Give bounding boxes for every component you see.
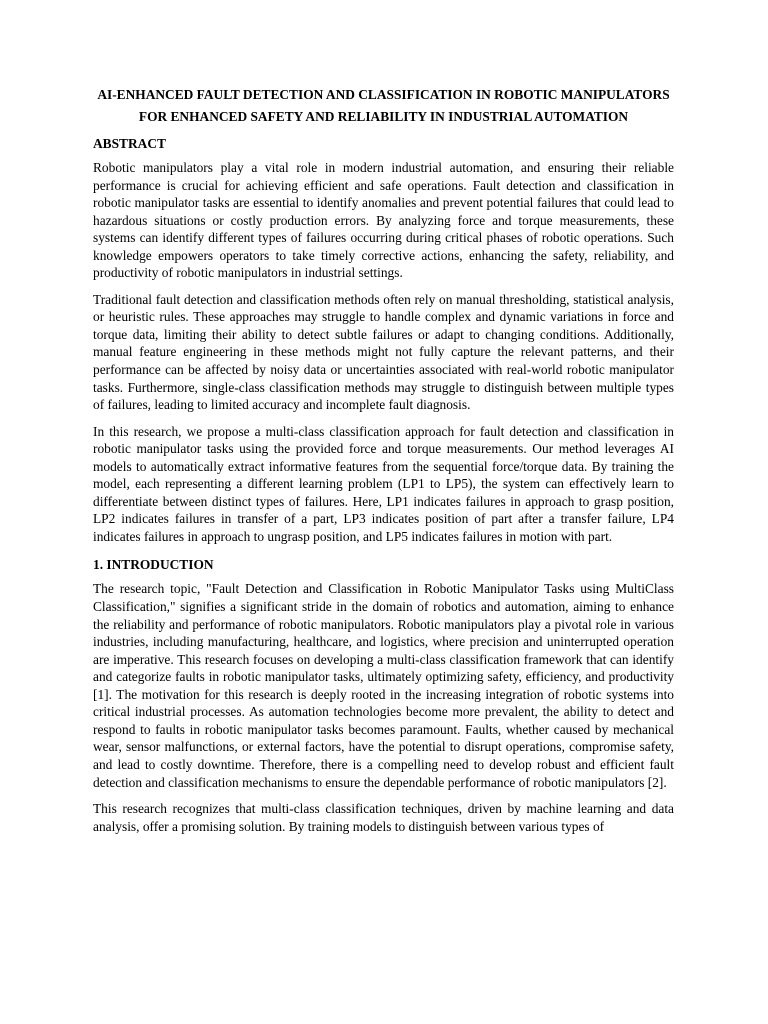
introduction-heading: 1. INTRODUCTION [93, 557, 214, 573]
abstract-heading: ABSTRACT [93, 136, 166, 151]
introduction-paragraph-1: The research topic, "Fault Detection and Classification in Robotic Manipulator Tasks using MultiClass Classification," signifies a significant stride in the domain of robotics and automation, aiming to enhance the reliability and performance of robotic manipulators. Robotic manipulators play a pivotal role in various industries, including manufacturing, healthcare, and logistics, where precision and uninterrupted operation are imperative. This research focuses on developing a multi-class classification framework that can identify and categorize faults in robotic manipulator tasks, ultimately optimizing safety, efficiency, and productivity [1]. The motivation for this research is deeply rooted in the increasing integration of robotic systems into critical industrial processes. As automation technologies become more prevalent, the ability to detect and respond to faults in robotic manipulator tasks becomes paramount. Faults, whether caused by mechanical wear, sensor malfunctions, or external factors, have the potential to disrupt operations, compromise safety, and lead to costly downtime. Therefore, there is a compelling need to develop robust and efficient fault detection and classification mechanisms to ensure the dependable performance of robotic manipulators [2]. [93, 581, 674, 790]
introduction-paragraph-2: This research recognizes that multi-class classification techniques, driven by machine learning and data analysis, offer a promising solution. By training models to distinguish between various types of [93, 801, 674, 834]
abstract-paragraph-1: Robotic manipulators play a vital role in modern industrial automation, and ensuring their reliable performance is crucial for achieving efficient and safe operations. Fault detection and classification in robotic manipulator tasks are essential to identify anomalies and prevent potential failures that could lead to hazardous situations or costly production errors. By analyzing force and torque measurements, these systems can identify different types of failures occurring during critical phases of robotic operations. Such knowledge empowers operators to take timely corrective actions, enhancing the safety, reliability, and productivity of robotic manipulators in industrial settings. [93, 160, 674, 281]
abstract-paragraph-2: Traditional fault detection and classification methods often rely on manual thresholding, statistical analysis, or heuristic rules. These approaches may struggle to handle complex and dynamic variations in force and torque data, limiting their ability to detect subtle failures or adapt to changing conditions. Additionally, manual feature engineering in these methods might not fully capture the relevant patterns, and their performance can be affected by noisy data or uncertainties associated with real-world robotic manipulator tasks. Furthermore, single-class classification methods may struggle to distinguish between multiple types of failures, leading to limited accuracy and incomplete fault diagnosis. [93, 291, 674, 413]
paper-title: AI-ENHANCED FAULT DETECTION AND CLASSIFICATION IN ROBOTIC MANIPULATORS FOR ENHANCED SAFETY AND RELIABILITY IN INDUSTRIAL AUTOMATION [97, 87, 670, 124]
paper-page [93, 84, 674, 835]
abstract-paragraph-3: In this research, we propose a multi-class classification approach for fault detection and classification in robotic manipulator tasks using the provided force and torque measurements. Our method leverages AI models to automatically extract informative features from the sequential force/torque data. By training the model, each representing a different learning problem (LP1 to LP5), the system can effectively learn to differentiate between distinct types of failures. Here, LP1 indicates failures in approach to grasp position, LP2 indicates failures in transfer of a part, LP3 indicates position of part after a transfer failure, LP4 indicates failures in approach to ungrasp position, and LP5 indicates failures in motion with part. [93, 423, 674, 544]
